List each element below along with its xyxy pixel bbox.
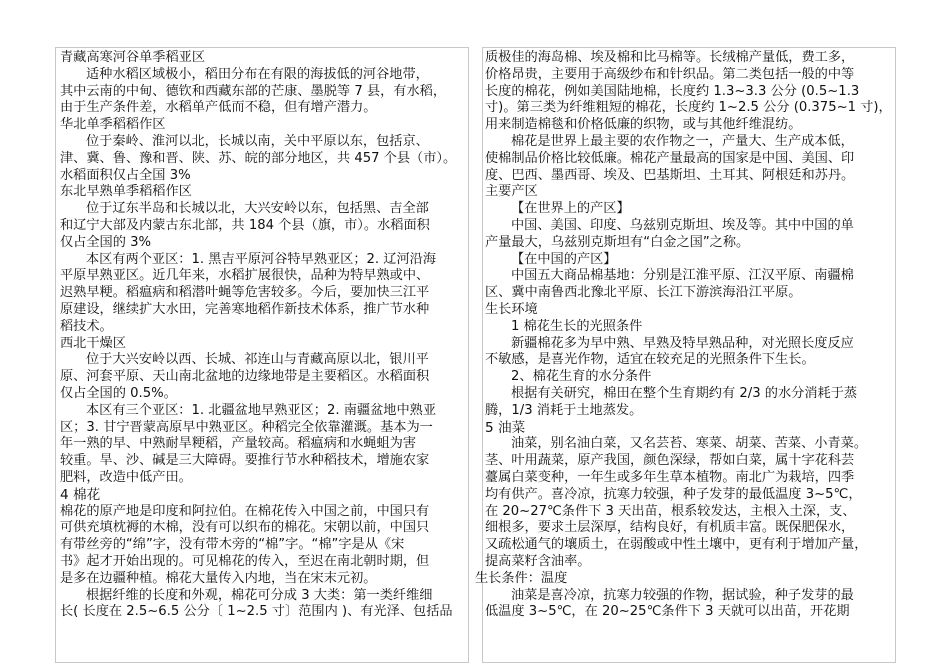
left-column-line: 位于辽东半岛和长城以北，大兴安岭以东，包括黑、吉全部	[86, 201, 429, 217]
right-column-line: 【在中国的产区】	[511, 251, 617, 267]
right-column-line: 使棉制品价格比较低廉。棉花产量最高的国家是中国、美国、印	[485, 150, 855, 166]
right-column-line: 提高菜籽含油率。	[485, 553, 591, 569]
right-text-column	[475, 50, 900, 665]
left-column-line: 东北早熟单季稻稻作区	[60, 184, 192, 200]
right-column-line: 棉花是世界上最主要的农作物之一，产量大、生产成本低，	[511, 133, 854, 149]
left-column-line: 根据纤维的长度和外观，棉花可分成 3 大类：第一类纤维细	[86, 587, 433, 603]
left-column-line: 原、河套平原、天山南北盆地的边缘地带是主要稻区。水稻面积	[60, 369, 430, 385]
left-column-line: 适种水稻区域极小，稻田分布在有限的海拔低的河谷地带，	[86, 66, 429, 82]
left-column-line: 位于大兴安岭以西、长城、祁连山与青藏高原以北，银川平	[86, 352, 429, 368]
left-column-line: 稻技术。	[60, 318, 113, 334]
left-column-line: 长( 长度在 2.5~6.5 公分〔 1~2.5 寸〕范围内 )、有光泽、包括品	[60, 604, 453, 620]
right-column-line: 均有供产。喜冷凉，抗寒力较强，种子发芽的最低温度 3~5℃，	[485, 486, 862, 502]
left-text-column	[60, 50, 480, 665]
left-column-line: 区；3. 甘宁晋蒙高原早中熟亚区。种稻完全依靠灌溉。基本为一	[60, 419, 433, 435]
left-column-line: 津、冀、鲁、豫和晋、陕、苏、皖的部分地区，共 457 个县（市）。	[60, 150, 457, 166]
right-column-line: 茎、叶用蔬菜，原产我国，颜色深绿，帮如白菜，属十字花科芸	[485, 453, 855, 469]
left-column-line: 本区有三个亚区：1. 北疆盆地早熟亚区；2. 南疆盆地中熟亚	[86, 402, 437, 418]
left-column-line: 较重。旱、沙、碱是三大障碍。要推行节水种稻技术，增施农家	[60, 453, 430, 469]
left-column-line: 棉花的原产地是印度和阿拉伯。在棉花传入中国之前，中国只有	[60, 503, 430, 519]
left-column-line: 仅占全国的 0.5%。	[60, 385, 177, 401]
right-column-line: 薹属白菜变种，一年生或多年生草本植物。南北广为栽培，四季	[485, 469, 855, 485]
left-column-line: 水稻面积仅占全国 3%	[60, 167, 191, 183]
left-column-line: 肥料，改造中低产田。	[60, 469, 192, 485]
left-column-line: 可供充填枕褥的木棉，没有可以织布的棉花。宋朝以前，中国只	[60, 520, 430, 536]
left-column-line: 和辽宁大部及内蒙古东北部，共 184 个县（旗，市）。水稻面积	[60, 217, 430, 233]
left-column-line: 原建设，继续扩大水田，完善寒地稻作新技术体系，推广节水种	[60, 301, 430, 317]
left-column-line: 其中云南的中甸、德钦和西藏东部的芒康、墨脱等 7 县，有水稻，	[60, 83, 447, 99]
right-column-line: 在 20~27℃条件下 3 天出苗，根系较发达，主根入土深，支、	[485, 503, 856, 519]
left-column-line: 4 棉花	[60, 486, 101, 503]
left-column-line: 华北单季稻稻作区	[60, 117, 166, 133]
left-column-line: 仅占全国的 3%	[60, 234, 152, 250]
right-column-line: 新疆棉花多为早中熟、早熟及特早熟品种，对光照长度反应	[511, 335, 854, 351]
right-column-line: 生长条件：温度	[475, 570, 568, 586]
right-column-line: 根据有关研究，棉田在整个生育期约有 2/3 的水分消耗于蒸	[511, 385, 858, 401]
left-column-line: 西北干燥区	[60, 335, 126, 351]
right-column-line: 1 棉花生长的光照条件	[511, 318, 643, 334]
right-column-line: 油菜，别名油白菜，又名芸苔、寒菜、胡菜、苦菜、小青菜。	[511, 436, 868, 452]
right-column-line: 产量最大，乌兹别克斯坦有“白金之国”之称。	[485, 234, 750, 250]
right-column-line: 中国、美国、印度、乌兹别克斯坦、埃及等。其中中国的单	[511, 217, 854, 233]
right-column-line: 质极佳的海岛棉、埃及棉和比马棉等。长绒棉产量低，费工多，	[485, 50, 855, 65]
right-column-line: 低温度 3~5℃，在 20~25℃条件下 3 天就可以出苗，开花期	[485, 604, 850, 620]
left-column-line: 位于秦岭、淮河以北，长城以南，关中平原以东，包括京、	[86, 133, 429, 149]
left-column-line: 是多在边疆种植。棉花大量传入内地，当在宋末元初。	[60, 570, 377, 586]
right-column-line: 用来制造棉毯和价格低廉的织物，或与其他纤维混纺。	[485, 117, 802, 133]
right-column-line: 寸)。第三类为纤维粗短的棉花，长度约 1~2.5 公分 (0.375~1 寸)，	[485, 100, 892, 116]
left-column-line: 迟熟早粳。稻瘟病和稻潜叶蝇等危害较多。今后，要加快三江平	[60, 285, 430, 301]
left-column-line: 青藏高寒河谷单季稻亚区	[60, 50, 206, 65]
right-column-line: 2、棉花生育的水分条件	[511, 369, 652, 385]
right-column-line: 价格昂贵，主要用于高级纱布和针织品。第二类包括一般的中等	[485, 66, 855, 82]
right-column-line: 区、冀中南鲁西北豫北平原、长江下游滨海沿江平原。	[485, 285, 802, 301]
right-column-line: 5 油菜	[485, 419, 526, 436]
right-column-line: 细根多，要求土层深厚，结构良好，有机质丰富。既保肥保水，	[485, 520, 855, 536]
left-column-line: 平原早熟亚区。近几年来，水稻扩展很快，品种为特早熟或中、	[60, 268, 430, 284]
left-column-line: 由于生产条件差，水稻单产低而不稳，但有增产潜力。	[60, 100, 377, 116]
right-column-line: 生长环境	[485, 301, 538, 317]
right-column-line: 腾，1/3 消耗于土地蒸发。	[485, 402, 643, 418]
left-column-line: 书》起才开始出现的。可见棉花的传入，至迟在南北朝时期，但	[60, 553, 430, 569]
left-column-line: 年一熟的早、中熟耐旱粳稻，产量较高。稻瘟病和水蝇蛆为害	[60, 436, 417, 452]
right-column-line: 主要产区	[485, 184, 538, 200]
right-column-line: 长度的棉花，例如美国陆地棉，长度约 1.3~3.3 公分 (0.5~1.3	[485, 83, 860, 99]
left-column-line: 本区有两个亚区：1. 黑吉平原河谷特早熟亚区；2. 辽河沿海	[86, 251, 437, 267]
right-column-line: 【在世界上的产区】	[511, 201, 630, 217]
right-column-line: 度、巴西、墨西哥、埃及、巴基斯坦、土耳其、阿根廷和苏丹。	[485, 167, 855, 183]
right-column-line: 油菜是喜冷凉，抗寒力较强的作物，据试验，种子发芽的最	[511, 587, 854, 603]
left-column-line: 有带丝旁的“绵”字，没有带木旁的“棉”字。“棉”字是从《宋	[60, 537, 405, 553]
right-column-line: 又疏松通气的壤质土，在弱酸或中性土壤中，更有利于增加产量，	[485, 537, 868, 553]
right-column-line: 中国五大商品棉基地：分别是江淮平原、江汉平原、南疆棉	[511, 268, 854, 284]
right-column-line: 不敏感，是喜光作物，适宜在较充足的光照条件下生长。	[485, 352, 815, 368]
